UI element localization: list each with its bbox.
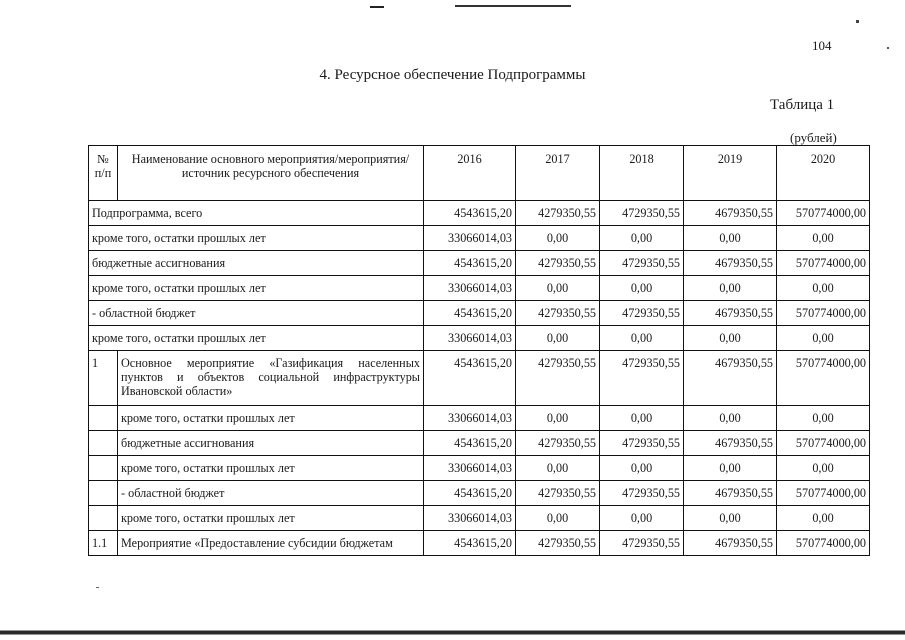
- row-value-2017: 0,00: [516, 506, 600, 531]
- page-number: 104: [812, 38, 832, 53]
- row-value-2018: 0,00: [600, 456, 684, 481]
- row-name: кроме того, остатки прошлых лет: [89, 226, 424, 251]
- header-name: Наименование основного мероприятия/мероприятия/источник ресурсного обеспечения: [118, 146, 424, 201]
- row-name: кроме того, остатки прошлых лет: [118, 506, 424, 531]
- row-value-2017: 0,00: [516, 226, 600, 251]
- resource-table: [88, 145, 870, 556]
- row-value-2018: 4729350,55: [600, 301, 684, 326]
- row-value-2016: 33066014,03: [424, 456, 516, 481]
- row-value-2017: 4279350,55: [516, 251, 600, 276]
- scan-artifact-top-left: [370, 6, 384, 8]
- row-value-2017: 0,00: [516, 456, 600, 481]
- row-value-2018: 4729350,55: [600, 351, 684, 406]
- table-row: [89, 456, 870, 481]
- table-row: [89, 276, 870, 301]
- row-value-2016: 33066014,03: [424, 276, 516, 301]
- table-header-row: [89, 146, 870, 201]
- scan-artifact-dot: [887, 47, 889, 49]
- row-value-2016: 4543615,20: [424, 201, 516, 226]
- table-row: [89, 251, 870, 276]
- row-value-2018: 4729350,55: [600, 201, 684, 226]
- scan-artifact-dot: [856, 20, 859, 23]
- header-year-2018: 2018: [600, 146, 684, 201]
- row-value-2020: 570774000,00: [777, 351, 870, 406]
- row-value-2019: 0,00: [684, 326, 777, 351]
- row-value-2017: 4279350,55: [516, 301, 600, 326]
- row-value-2020: 570774000,00: [777, 431, 870, 456]
- row-name: кроме того, остатки прошлых лет: [89, 326, 424, 351]
- header-num: № п/п: [89, 146, 118, 201]
- row-value-2017: 0,00: [516, 276, 600, 301]
- row-value-2020: 0,00: [777, 456, 870, 481]
- row-value-2018: 4729350,55: [600, 251, 684, 276]
- row-name: бюджетные ассигнования: [89, 251, 424, 276]
- row-num: [89, 506, 118, 531]
- row-value-2020: 0,00: [777, 406, 870, 431]
- row-value-2020: 570774000,00: [777, 481, 870, 506]
- row-value-2017: 4279350,55: [516, 431, 600, 456]
- row-value-2016: 33066014,03: [424, 326, 516, 351]
- row-value-2017: 4279350,55: [516, 481, 600, 506]
- row-value-2018: 0,00: [600, 326, 684, 351]
- table-row: [89, 351, 870, 406]
- table-row: [89, 431, 870, 456]
- row-name: кроме того, остатки прошлых лет: [118, 456, 424, 481]
- row-value-2018: 0,00: [600, 276, 684, 301]
- row-value-2016: 4543615,20: [424, 431, 516, 456]
- header-year-2016: 2016: [424, 146, 516, 201]
- row-value-2016: 4543615,20: [424, 481, 516, 506]
- row-num: 1: [89, 351, 118, 406]
- table-row: [89, 406, 870, 431]
- row-value-2019: 4679350,55: [684, 201, 777, 226]
- table-row: [89, 301, 870, 326]
- row-value-2019: 4679350,55: [684, 251, 777, 276]
- row-name: Подпрограмма, всего: [89, 201, 424, 226]
- row-value-2019: 4679350,55: [684, 531, 777, 556]
- section-title: 4. Ресурсное обеспечение Подпрограммы: [319, 67, 586, 83]
- row-value-2016: 4543615,20: [424, 251, 516, 276]
- units-label: (рублей): [790, 130, 837, 145]
- row-value-2019: 4679350,55: [684, 481, 777, 506]
- table-row: [89, 506, 870, 531]
- row-name: Мероприятие «Предоставление субсидии бюджетам: [118, 531, 424, 556]
- row-num: [89, 481, 118, 506]
- row-num: [89, 456, 118, 481]
- table-row: [89, 531, 870, 556]
- row-value-2019: 0,00: [684, 406, 777, 431]
- row-num: [89, 406, 118, 431]
- row-value-2018: 4729350,55: [600, 431, 684, 456]
- row-value-2017: 4279350,55: [516, 351, 600, 406]
- row-value-2020: 0,00: [777, 506, 870, 531]
- row-value-2018: 0,00: [600, 506, 684, 531]
- table-label: Таблица 1: [770, 97, 835, 113]
- row-name: - областной бюджет: [118, 481, 424, 506]
- row-value-2016: 4543615,20: [424, 531, 516, 556]
- row-value-2020: 0,00: [777, 326, 870, 351]
- table-row: [89, 326, 870, 351]
- row-name: бюджетные ассигнования: [118, 431, 424, 456]
- table-row: [89, 481, 870, 506]
- row-value-2019: 0,00: [684, 456, 777, 481]
- row-num: [89, 431, 118, 456]
- scan-artifact-dot: [96, 587, 99, 588]
- header-year-2020: 2020: [777, 146, 870, 201]
- row-value-2016: 33066014,03: [424, 406, 516, 431]
- row-value-2020: 0,00: [777, 226, 870, 251]
- row-name: кроме того, остатки прошлых лет: [89, 276, 424, 301]
- row-value-2020: 570774000,00: [777, 251, 870, 276]
- row-name: кроме того, остатки прошлых лет: [118, 406, 424, 431]
- row-value-2017: 4279350,55: [516, 201, 600, 226]
- row-value-2020: 570774000,00: [777, 531, 870, 556]
- row-value-2020: 0,00: [777, 276, 870, 301]
- row-name: Основное мероприятие «Газификация населенных пунктов и объектов социальной инфраструктуры Ивановской области»: [118, 351, 424, 406]
- row-value-2017: 4279350,55: [516, 531, 600, 556]
- row-value-2019: 0,00: [684, 276, 777, 301]
- row-value-2019: 4679350,55: [684, 431, 777, 456]
- table-row: [89, 201, 870, 226]
- row-value-2018: 0,00: [600, 226, 684, 251]
- row-value-2016: 33066014,03: [424, 226, 516, 251]
- row-value-2018: 4729350,55: [600, 481, 684, 506]
- row-value-2018: 0,00: [600, 406, 684, 431]
- header-year-2019: 2019: [684, 146, 777, 201]
- row-value-2020: 570774000,00: [777, 201, 870, 226]
- table-row: [89, 226, 870, 251]
- row-name: - областной бюджет: [89, 301, 424, 326]
- row-num: 1.1: [89, 531, 118, 556]
- scan-artifact-bottom-edge: [0, 626, 905, 640]
- row-value-2017: 0,00: [516, 406, 600, 431]
- row-value-2019: 4679350,55: [684, 301, 777, 326]
- row-value-2019: 0,00: [684, 226, 777, 251]
- row-value-2016: 33066014,03: [424, 506, 516, 531]
- row-value-2018: 4729350,55: [600, 531, 684, 556]
- row-value-2020: 570774000,00: [777, 301, 870, 326]
- header-year-2017: 2017: [516, 146, 600, 201]
- row-value-2016: 4543615,20: [424, 301, 516, 326]
- row-value-2019: 0,00: [684, 506, 777, 531]
- row-value-2016: 4543615,20: [424, 351, 516, 406]
- row-value-2019: 4679350,55: [684, 351, 777, 406]
- row-value-2017: 0,00: [516, 326, 600, 351]
- scan-artifact-top-center: [455, 5, 571, 7]
